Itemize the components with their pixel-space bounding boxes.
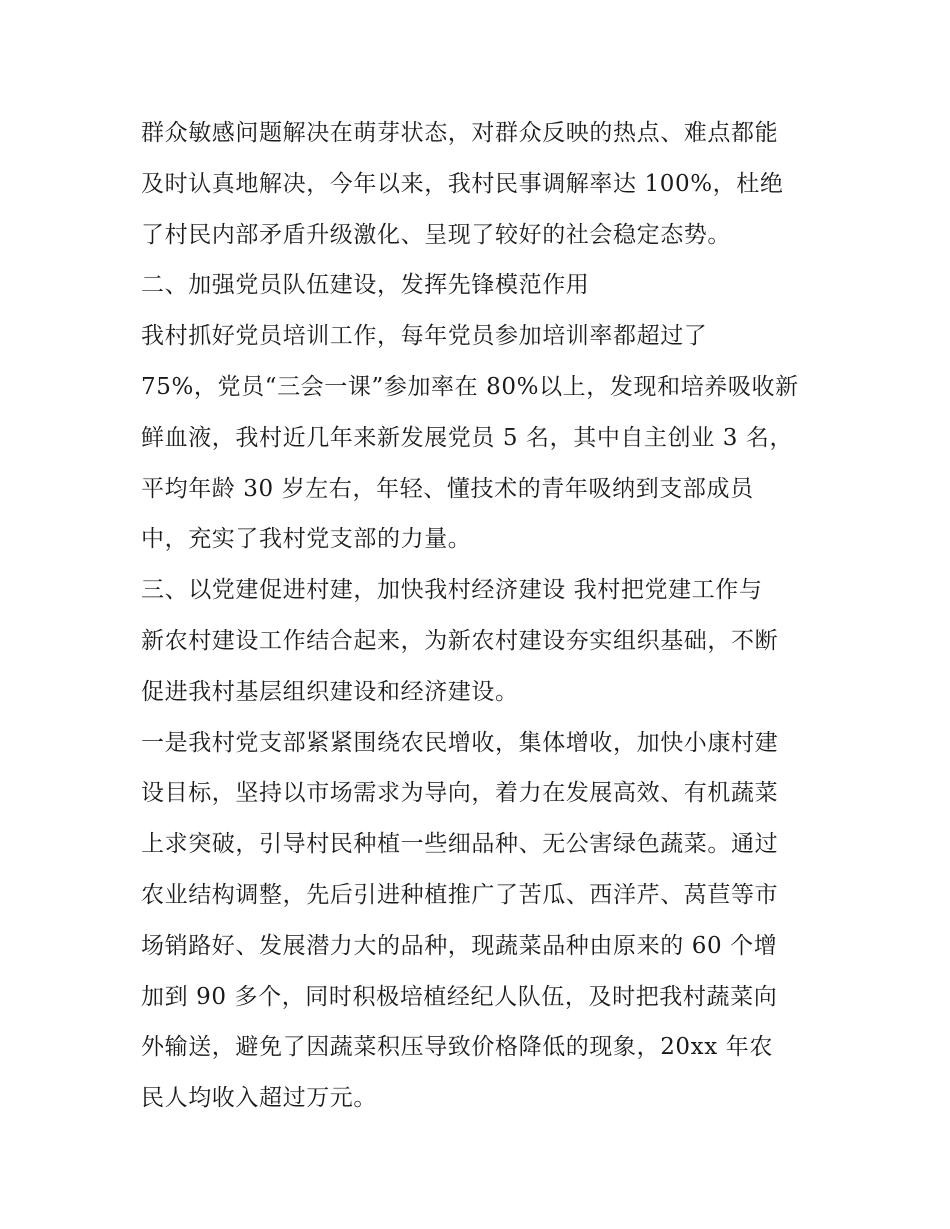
text-line: 一是我村党支部紧紧围绕农民增收，集体增收，加快小康村建 [141,729,779,756]
section-heading: 三、以党建促进村建，加快我村经济建设 我村把党建工作与 [141,577,763,604]
text-line: 场销路好、发展潜力大的品种，现蔬菜品种由原来的 60 个增 [141,932,778,959]
text-line: 新农村建设工作结合起来，为新农村建设夯实组织基础，不断 [141,627,779,654]
text-line: 上求突破，引导村民种植一些细品种、无公害绿色蔬菜。通过 [141,831,779,858]
section-heading: 二、加强党员队伍建设，发挥先锋模范作用 [141,272,590,299]
text-line: 我村抓好党员培训工作，每年党员参加培训率都超过了 [141,323,708,350]
document-body [141,108,821,1124]
text-line: 设目标，坚持以市场需求为导向，着力在发展高效、有机蔬菜 [141,780,779,807]
text-line: 民人均收入超过万元。 [141,1085,377,1112]
text-line: 鲜血液，我村近几年来新发展党员 5 名，其中自主创业 3 名， [141,424,794,451]
text-line: 及时认真地解决，今年以来，我村民事调解率达 100%，杜绝 [141,170,784,197]
text-line: 中，充实了我村党支部的力量。 [141,526,472,553]
text-line: 群众敏感问题解决在萌芽状态，对群众反映的热点、难点都能 [141,120,779,146]
text-line: 农业结构调整，先后引进种植推广了苦瓜、西洋芹、莴苣等市 [141,881,779,908]
text-line: 了村民内部矛盾升级激化、呈现了较好的社会稳定态势。 [141,221,731,248]
text-line: 平均年龄 30 岁左右，年轻、懂技术的青年吸纳到支部成员 [141,475,754,502]
text-line: 75%，党员“三会一课”参加率在 80%以上，发现和培养吸收新 [141,373,799,400]
text-line: 促进我村基层组织建设和经济建设。 [141,678,519,705]
text-line: 加到 90 多个，同时积极培植经纪人队伍，及时把我村蔬菜向 [141,983,778,1010]
text-line: 外输送，避免了因蔬菜积压导致价格降低的现象，20xx 年农 [141,1034,773,1061]
